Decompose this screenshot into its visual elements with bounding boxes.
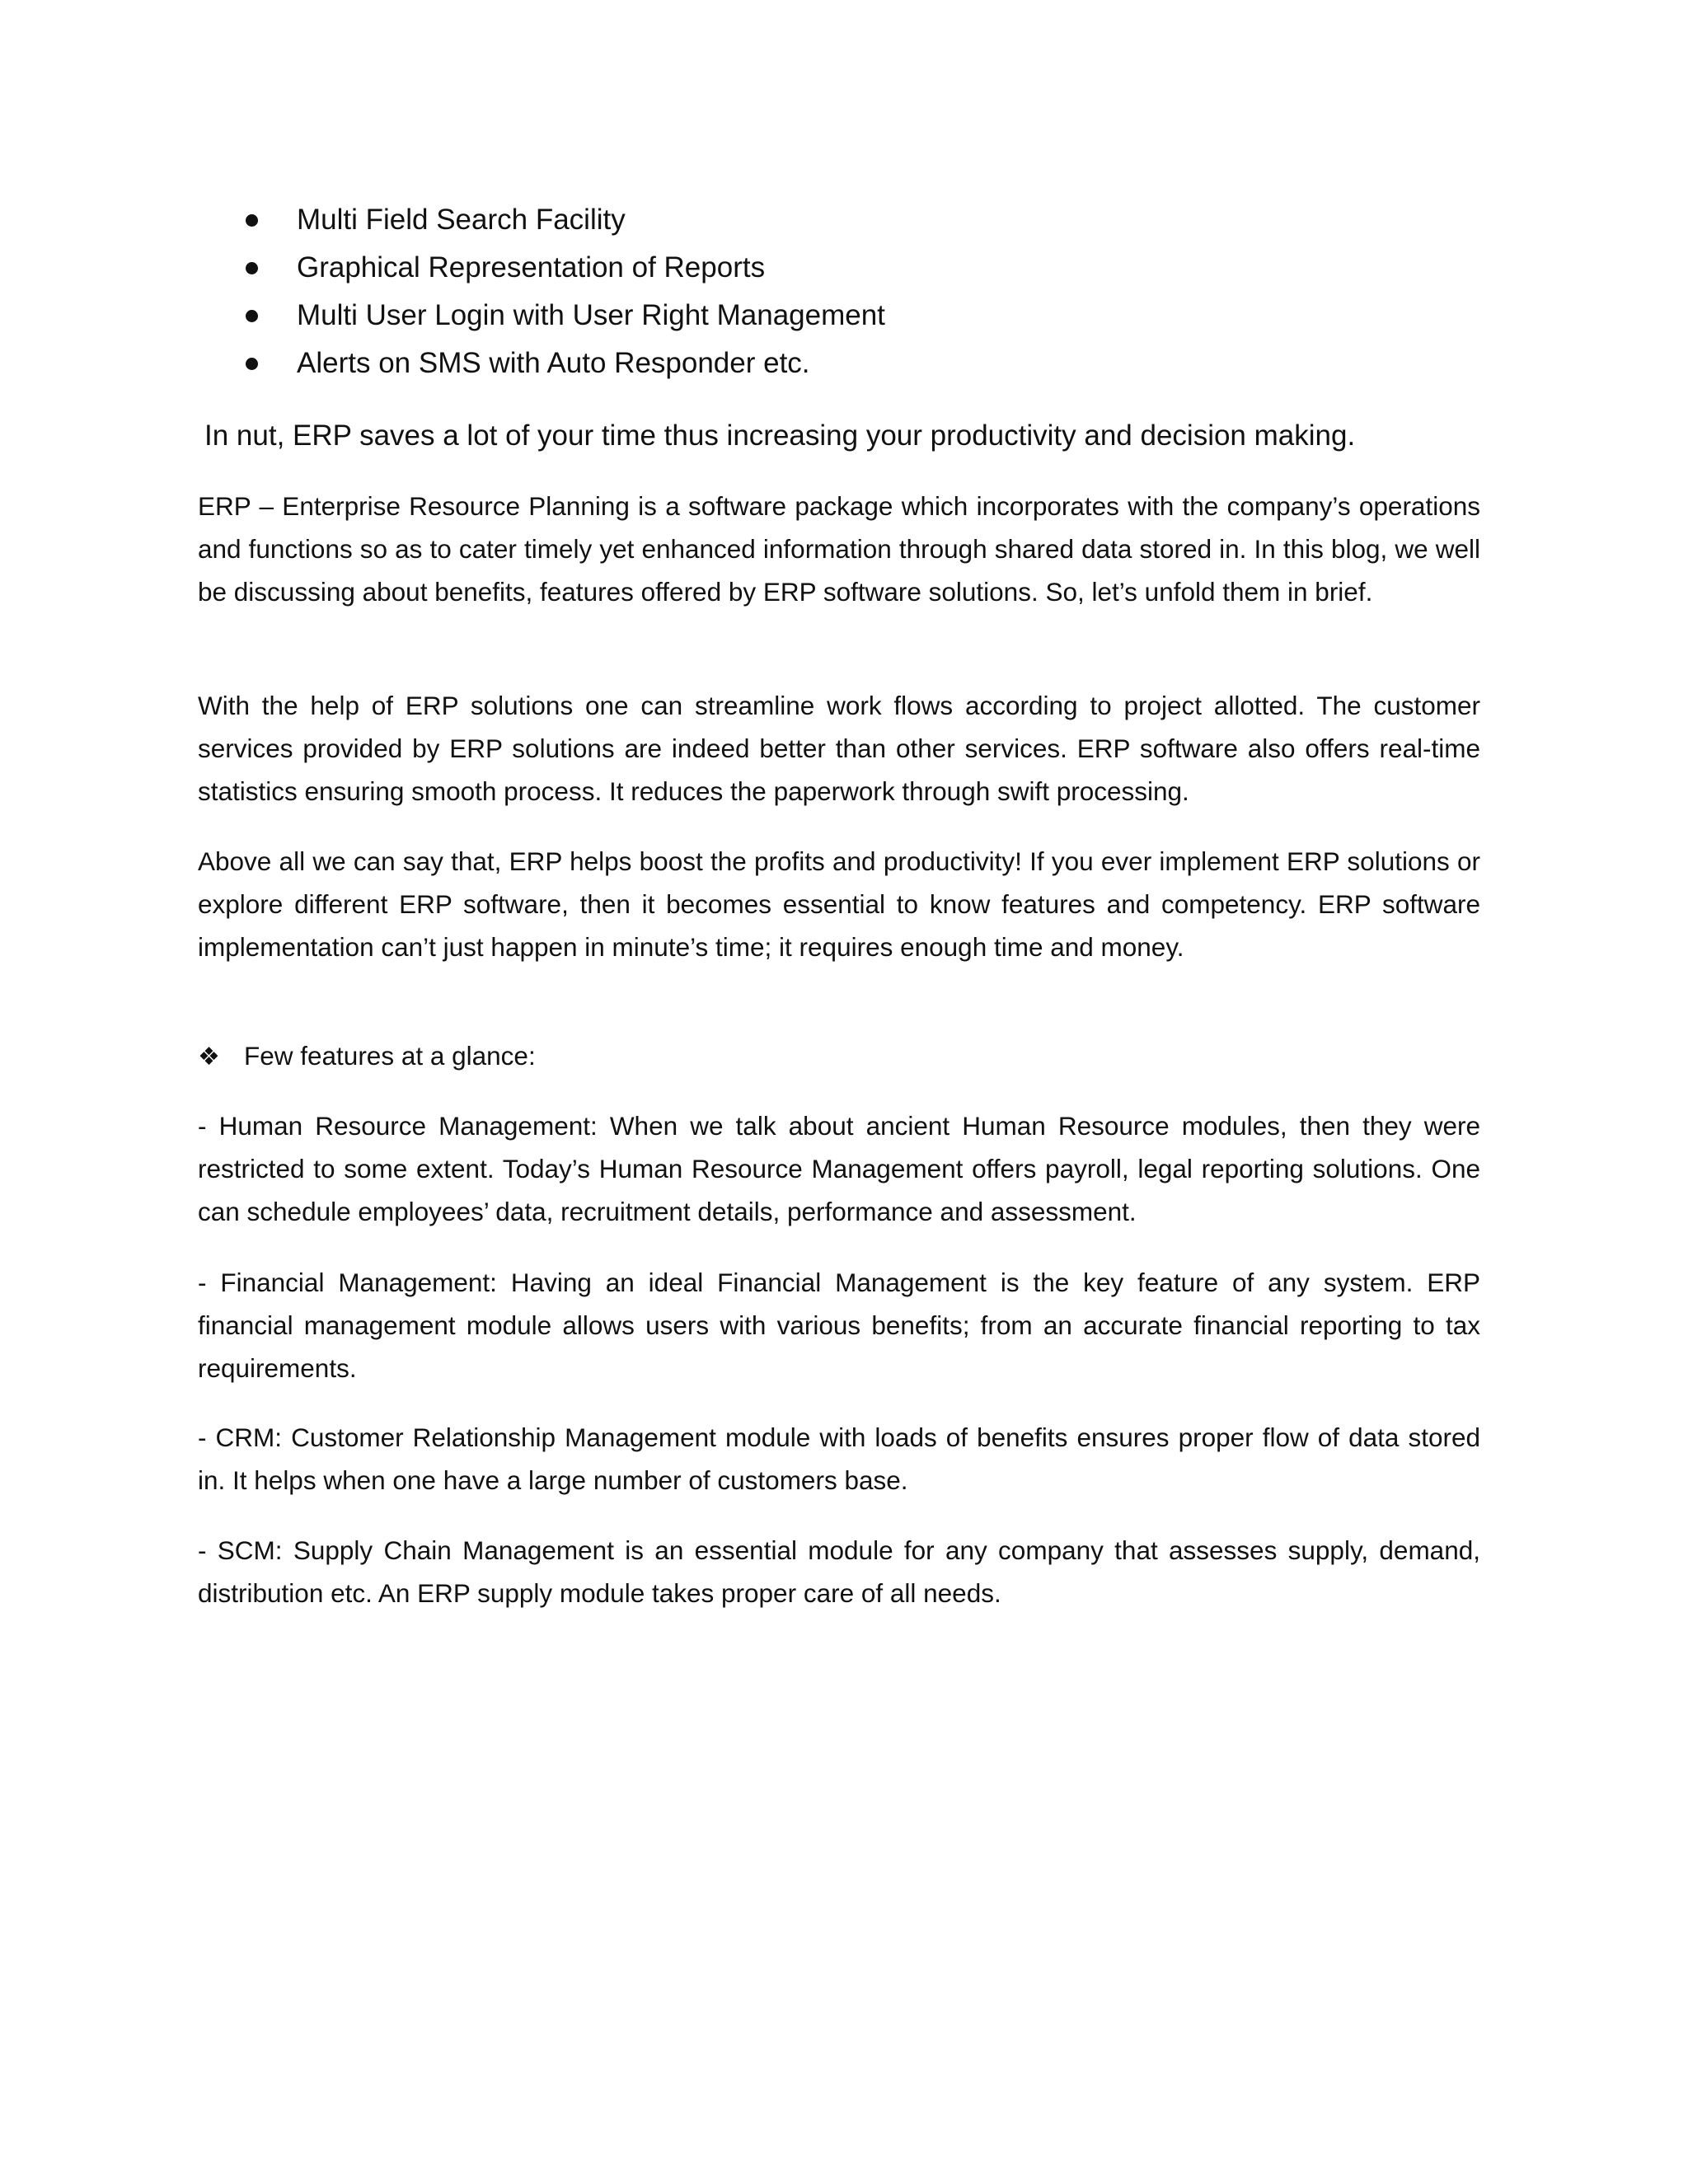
summary-line: In nut, ERP saves a lot of your time thus increasing your productivity and decision making. [204,419,1356,452]
bullet-dot-icon [246,214,258,227]
bullet-text: Alerts on SMS with Auto Responder etc. [297,347,810,379]
benefits-paragraph: With the help of ERP solutions one can streamline work flows according to project allotted. The customer services provided by ERP solutions are indeed better than other services. ERP software also offers real-time statistics ensuring smooth process. It reduces the paperwork through swift processing. [198,691,1480,806]
bullet-text: Graphical Representation of Reports [297,251,766,284]
bullet-dot-icon [246,358,258,370]
feature-item-crm: - CRM: Customer Relationship Management module with loads of benefits ensures proper flow of data stored in. It helps when one have a large number of customers base. [198,1422,1480,1495]
features-heading-text: Few features at a glance: [244,1041,536,1071]
bullet-dot-icon [246,262,258,274]
intro-paragraph: ERP – Enterprise Resource Planning is a software package which incorporates with the company’s operations and functions so as to cater timely yet enhanced information through shared data stored in. In this blog, we well be discussing about benefits, features offered by ERP software solutions. So, let’s unfold them in brief. [198,491,1480,607]
feature-item-hrm: - Human Resource Management: When we talk about ancient Human Resource modules, then they were restricted to some extent. Today’s Human Resource Management offers payroll, legal reporting solutions. One can schedule employees’ data, recruitment details, performance and assessment. [198,1111,1480,1226]
conclusion-paragraph: Above all we can say that, ERP helps boost the profits and productivity! If you ever implement ERP solutions or explore different ERP software, then it becomes essential to know features and competency. ERP software implementation can’t just happen in minute’s time; it requires enough time and money. [198,846,1480,962]
bullet-text: Multi User Login with User Right Management [297,299,885,331]
features-heading [198,1034,536,1079]
feature-item-scm: - SCM: Supply Chain Management is an essential module for any company that assesses supply, demand, distribution etc. An ERP supply module takes proper care of all needs. [198,1535,1480,1608]
diamond-bullet-icon: ❖ [198,1043,220,1071]
bullet-text: Multi Field Search Facility [297,204,626,236]
feature-item-financial: - Financial Management: Having an ideal Financial Management is the key feature of any system. ERP financial management module allows users with various benefits; from an accurate financial reporting to tax requirements. [198,1268,1480,1383]
bullet-dot-icon [246,310,258,322]
